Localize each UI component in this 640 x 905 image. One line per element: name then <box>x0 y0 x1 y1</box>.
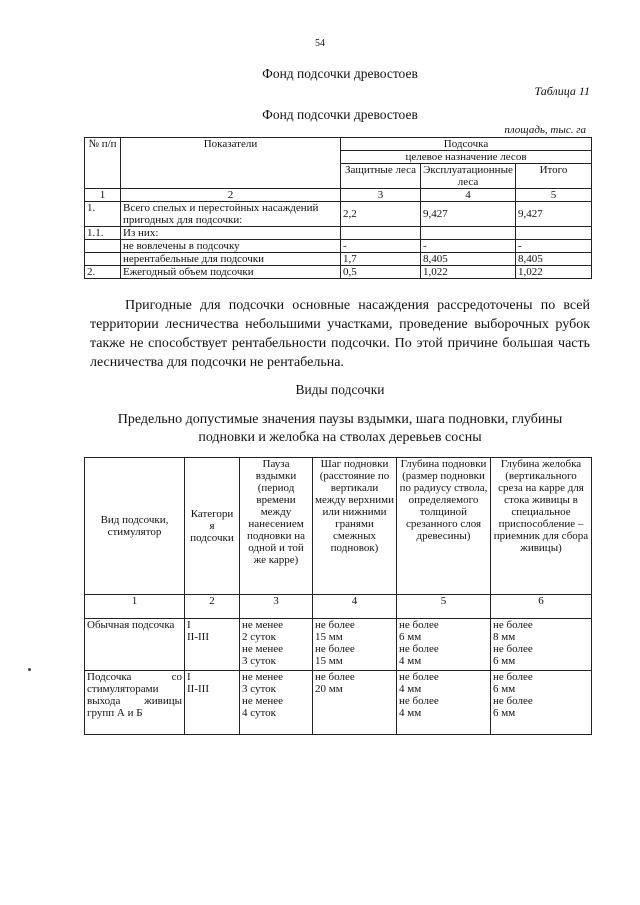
cell-line: не более <box>399 671 439 683</box>
cell-line: не менее <box>242 643 284 655</box>
row-total: 8,405 <box>516 253 592 266</box>
cell-line: не более <box>493 671 533 683</box>
scan-speck <box>28 668 31 671</box>
row-num: 1. <box>85 202 121 227</box>
paragraph-text: Пригодные для подсочки основные насаждения рассредоточены по всей территории лесничества небольшими участками, проведение выборочных рубок также не способствует рентабельности подсочки. По этой причине большая часть лесничества для подсочки не рентабельна. <box>90 298 590 370</box>
row-protective: - <box>341 240 421 253</box>
row-category <box>185 619 240 671</box>
section-title: Фонд подсочки древостоев <box>262 66 418 81</box>
cell-line: не менее <box>242 619 284 631</box>
row-num <box>85 240 121 253</box>
header-protective: Защитные леса <box>341 164 421 189</box>
header-total: Итого <box>516 164 592 189</box>
col-number: 2 <box>121 189 341 202</box>
tapping-limits-table <box>84 457 592 735</box>
col-number: 1 <box>85 595 185 619</box>
row-label: Из них: <box>121 227 341 240</box>
row-label: Всего спелых и перестойных насаждений пригодных для подсочки: <box>121 202 341 227</box>
cell-line: 15 мм <box>315 655 343 667</box>
header-tapping: Подсочка <box>341 138 592 151</box>
cell-line: I <box>187 619 191 631</box>
header-num: № п/п <box>85 138 121 189</box>
types-title: Виды подсочки <box>295 382 385 397</box>
row-total <box>516 227 592 240</box>
cell-line: 6 мм <box>493 707 516 719</box>
header-step: Шаг подновки (расстояние по вертикали между верхними или нижними гранями смежных подновок) <box>313 458 397 595</box>
body-paragraph <box>90 296 590 372</box>
row-label: Ежегодный объем подсочки <box>121 266 341 279</box>
header-pause: Пауза вздымки (период времени между нанесением подновки на одной и той же карре) <box>240 458 313 595</box>
row-groove <box>491 671 592 735</box>
row-num: 1.1. <box>85 227 121 240</box>
cell-line: I <box>187 671 191 683</box>
col-number: 3 <box>341 189 421 202</box>
row-type: Обычная подсочка <box>85 619 185 671</box>
table-row <box>85 619 592 671</box>
row-type: Подсочка со стимуляторами выхода живицы групп А и Б <box>85 671 185 735</box>
cell-line: не более <box>315 643 355 655</box>
row-protective <box>341 227 421 240</box>
cell-line: 2 суток <box>242 631 276 643</box>
cell-line: не более <box>399 643 439 655</box>
cell-line: 4 мм <box>399 707 422 719</box>
row-depth <box>397 619 491 671</box>
header-groove: Глубина желобка (вертикального среза на карре для стока живицы в специальное приспособление –приемник для сбора живицы) <box>491 458 592 595</box>
page-number: 54 <box>315 38 325 49</box>
row-label: нерентабельные для подсочки <box>121 253 341 266</box>
tapping-fund-table <box>84 137 592 279</box>
col-number: 2 <box>185 595 240 619</box>
row-exploitation <box>421 227 516 240</box>
row-total: 9,427 <box>516 202 592 227</box>
cell-line: 8 мм <box>493 631 516 643</box>
table-row <box>85 671 592 735</box>
row-depth <box>397 671 491 735</box>
table-title: Фонд подсочки древостоев <box>262 107 418 122</box>
row-groove <box>491 619 592 671</box>
table-row <box>85 253 592 266</box>
cell-line: не более <box>493 643 533 655</box>
cell-line: 20 мм <box>315 683 343 695</box>
cell-line: не более <box>493 695 533 707</box>
row-exploitation: - <box>421 240 516 253</box>
col-number: 5 <box>397 595 491 619</box>
cell-line: не более <box>315 671 355 683</box>
table-row <box>85 202 592 227</box>
row-step <box>313 619 397 671</box>
cell-line: не менее <box>242 695 284 707</box>
cell-line: не более <box>399 619 439 631</box>
cell-line: 15 мм <box>315 631 343 643</box>
cell-line: не более <box>493 619 533 631</box>
header-depth: Глубина подновки (размер подновки по радиусу ствола, определяемого толщиной срезанного слоя древесины) <box>397 458 491 595</box>
cell-line: II-III <box>187 683 209 695</box>
row-exploitation: 1,022 <box>421 266 516 279</box>
header-purpose: целевое назначение лесов <box>341 151 592 164</box>
header-type: Вид подсочки, стимулятор <box>85 458 185 595</box>
row-protective: 0,5 <box>341 266 421 279</box>
col-number: 3 <box>240 595 313 619</box>
row-num: 2. <box>85 266 121 279</box>
row-label: не вовлечены в подсочку <box>121 240 341 253</box>
header-category: Категори я подсочки <box>185 458 240 595</box>
cell-line: 4 мм <box>399 655 422 667</box>
row-protective: 2,2 <box>341 202 421 227</box>
row-pause <box>240 671 313 735</box>
table-label: Таблица 11 <box>534 84 590 98</box>
cell-line: II-III <box>187 631 209 643</box>
cell-line: 4 мм <box>399 683 422 695</box>
cell-line: 6 мм <box>493 655 516 667</box>
cell-line: 6 мм <box>399 631 422 643</box>
limits-table-title: Предельно допустимые значения паузы вздымки, шага подновки, глубины подновки и желобка на стволах деревьев сосны <box>117 412 563 445</box>
row-step <box>313 671 397 735</box>
table-row <box>85 266 592 279</box>
row-num <box>85 253 121 266</box>
cell-line: не более <box>315 619 355 631</box>
col-number: 6 <box>491 595 592 619</box>
col-number: 4 <box>421 189 516 202</box>
cell-line: 3 суток <box>242 655 276 667</box>
table-row <box>85 227 592 240</box>
header-indicators: Показатели <box>121 138 341 189</box>
col-number: 1 <box>85 189 121 202</box>
row-pause <box>240 619 313 671</box>
row-total: 1,022 <box>516 266 592 279</box>
table-unit: площадь, тыс. га <box>504 124 586 136</box>
row-exploitation: 9,427 <box>421 202 516 227</box>
cell-line: не более <box>399 695 439 707</box>
row-total: - <box>516 240 592 253</box>
col-number: 4 <box>313 595 397 619</box>
cell-line: 6 мм <box>493 683 516 695</box>
row-protective: 1,7 <box>341 253 421 266</box>
table-row <box>85 240 592 253</box>
cell-line: не менее <box>242 671 284 683</box>
row-category <box>185 671 240 735</box>
cell-line: 3 суток <box>242 683 276 695</box>
cell-line: 4 суток <box>242 707 276 719</box>
col-number: 5 <box>516 189 592 202</box>
header-exploitation: Эксплуатационные леса <box>421 164 516 189</box>
row-exploitation: 8,405 <box>421 253 516 266</box>
